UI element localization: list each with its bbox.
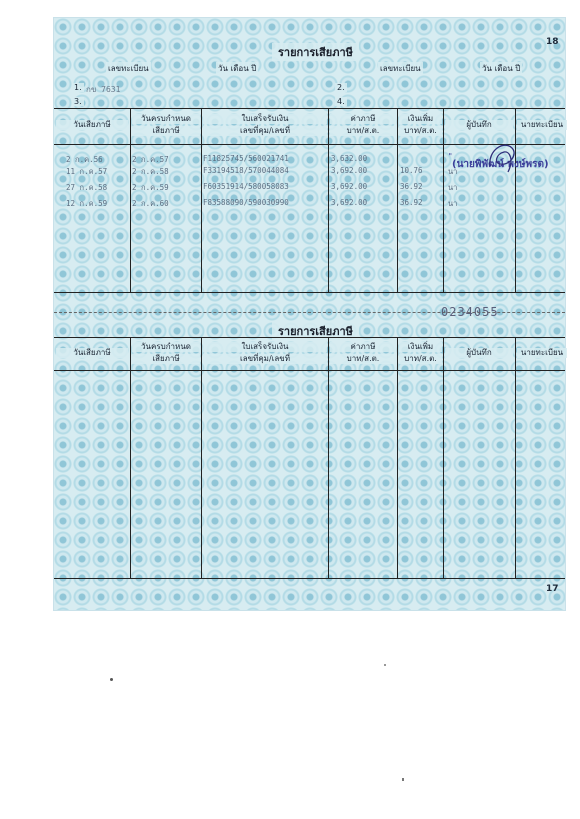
header-surcharge-2: บาท/ส.ต. — [399, 354, 442, 364]
row-4-due-date: 2 ก.ค.60 — [132, 199, 169, 208]
row-3-recorder: นา — [448, 183, 458, 192]
row-2-tax-amount: 3,692.00 — [331, 166, 368, 175]
section-title-bottom: รายการเสียภาษี — [272, 322, 359, 340]
page-number-bottom: 17 — [546, 584, 559, 594]
table-bottom-border — [54, 578, 565, 579]
row-2-receipt: F33194518/570044084 — [203, 166, 289, 175]
header-due-date-1: วันครบกำหนด — [132, 114, 200, 124]
header-surcharge-1: เงินเพิ่ม — [399, 114, 442, 124]
reg-label-left: เลขทะเบียน — [108, 64, 149, 73]
serial-number: 0234055 — [441, 305, 499, 319]
column-divider — [130, 337, 131, 578]
column-divider — [397, 108, 398, 292]
registration-entry: กข 7631 — [86, 85, 121, 94]
row-1-receipt: F11825745/560021741 — [203, 154, 289, 163]
column-divider — [443, 337, 444, 578]
header-tax-amount-2: บาท/ส.ต. — [330, 354, 396, 364]
row-3-receipt: F60351914/580058083 — [203, 182, 289, 191]
header-receipt-2: เลขที่คุม/เลขที่ — [203, 354, 327, 364]
date-label-left: วัน เดือน ปี — [218, 64, 257, 73]
header-receipt-2: เลขที่คุม/เลขที่ — [203, 126, 327, 136]
row-3-surcharge: 36.92 — [400, 182, 423, 191]
officer-name-stamp: (นายพิพัฒน์ พงษ์พรต) — [452, 159, 549, 170]
scan-speck — [402, 778, 404, 781]
reg-label-right: เลขทะเบียน — [380, 64, 421, 73]
line-number-4: 4. — [337, 97, 345, 106]
row-3-tax-date: 27 ก.ค.58 — [66, 183, 108, 192]
header-due-date-2: เสียภาษี — [132, 126, 200, 136]
column-divider — [201, 108, 202, 292]
header-surcharge-1: เงินเพิ่ม — [399, 342, 442, 352]
header-tax-amount-1: ค่าภาษี — [330, 342, 396, 352]
row-4-tax-date: 12 ก.ค.59 — [66, 199, 108, 208]
row-3-due-date: 2 ก.ค.59 — [132, 183, 169, 192]
row-2-due-date: 2 ก.ค.58 — [132, 167, 169, 176]
row-1-due-date: 2 ก.ค.57 — [132, 155, 169, 164]
header-tax-date: วันเสียภาษี — [56, 348, 128, 358]
row-2-recorder: นา — [448, 167, 458, 176]
column-divider — [397, 337, 398, 578]
row-1-tax-amount: 3,632.00 — [331, 154, 368, 163]
header-recorder: ผู้บันทึก — [445, 348, 513, 358]
date-label-right: วัน เดือน ปี — [482, 64, 521, 73]
row-4-receipt: F83588090/590030990 — [203, 198, 289, 207]
column-divider — [328, 337, 329, 578]
row-4-surcharge: 36.92 — [400, 198, 423, 207]
header-tax-amount-1: ค่าภาษี — [330, 114, 396, 124]
row-1-recorder: " — [448, 152, 453, 161]
header-tax-amount-2: บาท/ส.ต. — [330, 126, 396, 136]
header-due-date-1: วันครบกำหนด — [132, 342, 200, 352]
header-surcharge-2: บาท/ส.ต. — [399, 126, 442, 136]
header-receipt-1: ใบเสร็จรับเงิน — [203, 342, 327, 352]
signature-scribble — [486, 136, 522, 178]
header-recorder: ผู้บันทึก — [445, 120, 513, 130]
header-registrar: นายทะเบียน — [517, 348, 567, 358]
column-divider — [443, 108, 444, 292]
line-number-1: 1. — [74, 83, 82, 92]
page-number-top: 18 — [546, 37, 559, 47]
scan-speck — [384, 664, 386, 666]
row-4-tax-amount: 3,692.00 — [331, 198, 368, 207]
header-due-date-2: เสียภาษี — [132, 354, 200, 364]
section-title-top: รายการเสียภาษี — [272, 43, 359, 61]
table-bottom-border — [54, 292, 565, 293]
header-receipt-1: ใบเสร็จรับเงิน — [203, 114, 327, 124]
row-2-tax-date: 11 ก.ค.57 — [66, 167, 108, 176]
line-number-3: 3. — [74, 97, 82, 106]
row-1-tax-date: 2 ก.ค.56 — [66, 155, 103, 164]
header-tax-date: วันเสียภาษี — [56, 120, 128, 130]
line-number-2: 2. — [337, 83, 345, 92]
column-divider — [515, 337, 516, 578]
column-divider — [201, 337, 202, 578]
row-4-recorder: นา — [448, 199, 458, 208]
column-divider — [130, 108, 131, 292]
column-divider — [328, 108, 329, 292]
row-3-tax-amount: 3,692.00 — [331, 182, 368, 191]
row-2-surcharge: 10.76 — [400, 166, 423, 175]
scan-speck — [110, 678, 113, 681]
header-registrar: นายทะเบียน — [517, 120, 567, 130]
